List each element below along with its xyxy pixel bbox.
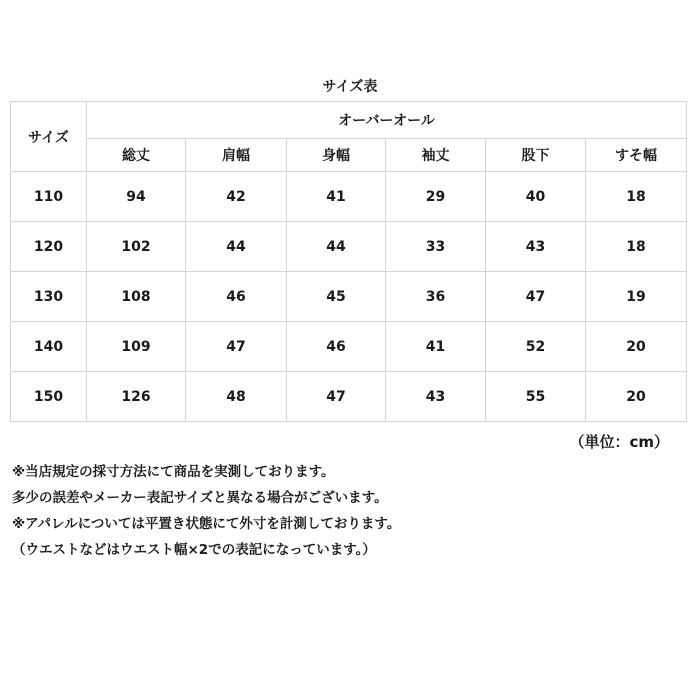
table-cell: 109	[87, 322, 186, 372]
unit-label: （単位：cm）	[569, 433, 669, 451]
column-header: 袖丈	[386, 139, 486, 172]
table-cell: 42	[186, 172, 287, 222]
note-line: 多少の誤差やメーカー表記サイズと異なる場合がございます。	[12, 490, 388, 506]
table-cell: 20	[586, 322, 687, 372]
table-cell: 126	[87, 372, 186, 422]
table-cell: 45	[287, 272, 386, 322]
header-row	[11, 102, 687, 139]
table-cell: 20	[586, 372, 687, 422]
group-header: オーバーオール	[87, 102, 687, 139]
table-cell: 55	[486, 372, 586, 422]
note-line: （ウエストなどはウエスト幅×2での表記になっています。）	[12, 542, 376, 558]
table-cell: 33	[386, 222, 486, 272]
size-cell: 150	[11, 372, 87, 422]
column-header: 股下	[486, 139, 586, 172]
table-cell: 47	[186, 322, 287, 372]
table-cell: 46	[186, 272, 287, 322]
table-cell: 41	[287, 172, 386, 222]
table-cell: 94	[87, 172, 186, 222]
size-cell: 140	[11, 322, 87, 372]
table-cell: 44	[287, 222, 386, 272]
table-cell: 48	[186, 372, 287, 422]
notes	[12, 459, 692, 563]
table-cell: 47	[287, 372, 386, 422]
table-cell: 43	[486, 222, 586, 272]
column-header: すそ幅	[586, 139, 687, 172]
column-header-row	[11, 139, 687, 172]
table-cell: 108	[87, 272, 186, 322]
column-header: 肩幅	[186, 139, 287, 172]
table-row	[11, 272, 687, 322]
table-row	[11, 222, 687, 272]
table-cell: 46	[287, 322, 386, 372]
table-cell: 36	[386, 272, 486, 322]
column-header: 身幅	[287, 139, 386, 172]
table-title: サイズ表	[322, 79, 378, 95]
table-cell: 41	[386, 322, 486, 372]
column-header: 総丈	[87, 139, 186, 172]
table-row	[11, 322, 687, 372]
size-cell: 130	[11, 272, 87, 322]
table-row	[11, 172, 687, 222]
table-row	[11, 372, 687, 422]
table-cell: 40	[486, 172, 586, 222]
table-cell: 52	[486, 322, 586, 372]
table-cell: 29	[386, 172, 486, 222]
note-line: ※アパレルについては平置き状態にて外寸を計測しております。	[12, 516, 401, 532]
table-cell: 18	[586, 222, 687, 272]
size-cell: 110	[11, 172, 87, 222]
size-header: サイズ	[11, 102, 87, 172]
table-cell: 43	[386, 372, 486, 422]
table-cell: 47	[486, 272, 586, 322]
size-cell: 120	[11, 222, 87, 272]
table-cell: 102	[87, 222, 186, 272]
note-line: ※当店規定の採寸方法にて商品を実測しております。	[12, 464, 335, 480]
size-table	[10, 101, 687, 422]
table-cell: 44	[186, 222, 287, 272]
table-cell: 18	[586, 172, 687, 222]
table-cell: 19	[586, 272, 687, 322]
